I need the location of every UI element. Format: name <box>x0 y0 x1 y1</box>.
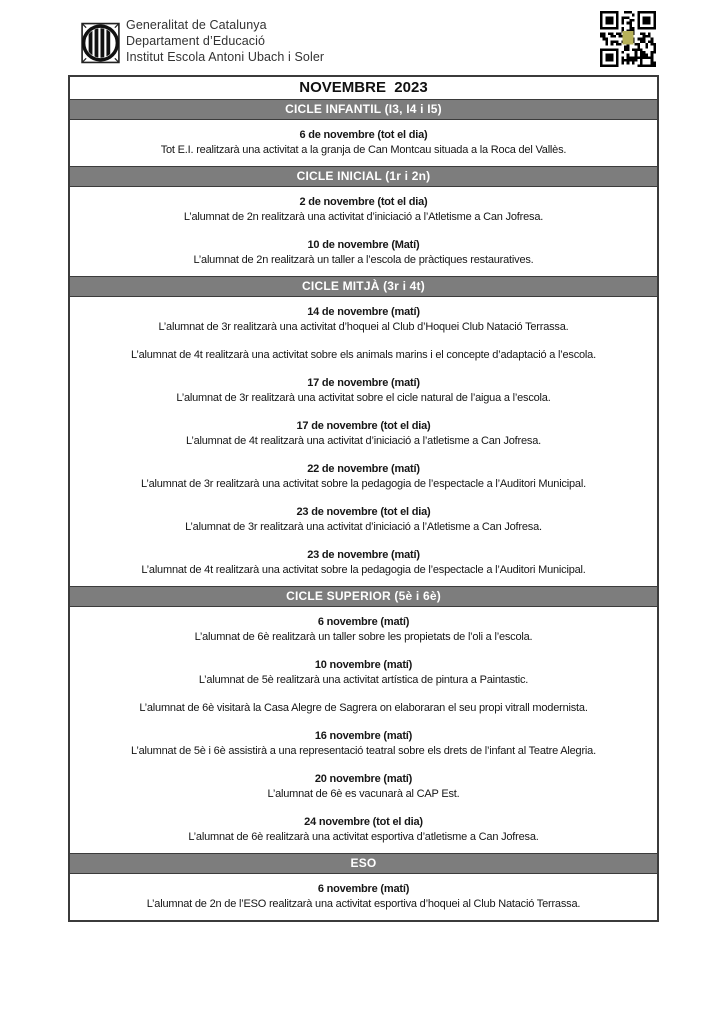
event <box>80 348 647 363</box>
event <box>80 462 647 492</box>
section-events <box>70 297 657 586</box>
org-line-2: Departament d’Educació <box>126 34 266 48</box>
event-description: L’alumnat de 6è es vacunarà al CAP Est. <box>267 788 460 800</box>
event-date: 6 novembre (matí) <box>317 616 410 628</box>
event-description: L’alumnat de 3r realitzarà una activitat d’iniciació a l’Atletisme a Can Jofresa. <box>185 521 542 533</box>
section <box>70 586 657 853</box>
event-description: L’alumnat de 4t realitzarà una activitat sobre la pedagogia de l’espectacle a l’Auditori Municipal. <box>141 564 586 576</box>
event-date: 2 de novembre (tot el dia) <box>299 196 428 208</box>
event-description: L’alumnat de 2n de l’ESO realitzarà una activitat esportiva d’hoquei al Club Natació Terrassa. <box>146 898 581 910</box>
section-heading: CICLE MITJÀ (3r i 4t) <box>70 276 657 297</box>
event-description: L’alumnat de 5è realitzarà una activitat artística de pintura a Paintastic. <box>198 674 529 686</box>
section-events <box>70 607 657 853</box>
org-line-1: Generalitat de Catalunya <box>126 18 267 32</box>
event-date: 22 de novembre (matí) <box>307 463 420 475</box>
qr-code <box>600 11 656 67</box>
section-heading: CICLE INFANTIL (I3, I4 i I5) <box>70 99 657 120</box>
event-description: L’alumnat de 6è visitarà la Casa Alegre de Sagrera on elaboraran el seu propi vitrall modernista. <box>139 702 588 714</box>
letterhead <box>0 0 725 75</box>
event-date: 16 novembre (matí) <box>314 730 413 742</box>
section-heading: ESO <box>70 853 657 874</box>
event-description: L’alumnat de 6è realitzarà una activitat esportiva d’atletisme a Can Jofresa. <box>188 831 539 843</box>
event <box>80 548 647 578</box>
event-description: L’alumnat de 4t realitzarà una activitat d’iniciació a l’atletisme a Can Jofresa. <box>186 435 541 447</box>
event-date: 17 de novembre (tot el dia) <box>296 420 431 432</box>
event <box>80 615 647 645</box>
event <box>80 305 647 335</box>
event-description: L’alumnat de 4t realitzarà una activitat sobre els animals marins i el concepte d’adaptació a l’escola. <box>131 349 596 361</box>
section-heading: CICLE INICIAL (1r i 2n) <box>70 166 657 187</box>
event <box>80 882 647 912</box>
event-description: L’alumnat de 3r realitzarà una activitat d’hoquei al Club d’Hoquei Club Natació Terrassa. <box>158 321 569 333</box>
event-date: 24 novembre (tot el dia) <box>304 816 423 828</box>
event-date: 10 de novembre (Matí) <box>307 239 420 251</box>
org-line-3: Institut Escola Antoni Ubach i Soler <box>126 50 325 64</box>
event-date: 10 novembre (matí) <box>314 659 413 671</box>
sections <box>70 99 657 920</box>
page-title: NOVEMBRE 2023 <box>299 79 428 96</box>
section <box>70 166 657 276</box>
event-date: 6 novembre (matí) <box>317 883 410 895</box>
event-description: L’alumnat de 2n realitzarà una activitat d’iniciació a l’Atletisme a Can Jofresa. <box>183 211 544 223</box>
event-date: 14 de novembre (matí) <box>307 306 420 318</box>
event <box>80 701 647 716</box>
event-description: L’alumnat de 2n realitzarà un taller a l’escola de pràctiques restauratives. <box>193 254 534 266</box>
event <box>80 772 647 802</box>
event <box>80 505 647 535</box>
section-events <box>70 874 657 920</box>
event <box>80 419 647 449</box>
event <box>80 128 647 158</box>
event <box>80 815 647 845</box>
event <box>80 658 647 688</box>
event <box>80 729 647 759</box>
event-date: 23 de novembre (matí) <box>307 549 420 561</box>
org-name-block <box>126 17 324 65</box>
event <box>80 376 647 406</box>
event-description: L’alumnat de 3r realitzarà una activitat sobre la pedagogia de l’espectacle a l’Auditori Municipal. <box>141 478 586 490</box>
event-date: 17 de novembre (matí) <box>307 377 420 389</box>
section <box>70 276 657 586</box>
event <box>80 238 647 268</box>
section-events <box>70 187 657 276</box>
section <box>70 99 657 166</box>
event-description: Tot E.I. realitzarà una activitat a la granja de Can Montcau situada a la Roca del Vallès. <box>160 144 567 156</box>
schedule-table <box>68 75 659 922</box>
section-events <box>70 120 657 166</box>
generalitat-catalunya-emblem-icon <box>78 16 123 68</box>
section <box>70 853 657 920</box>
section-heading: CICLE SUPERIOR (5è i 6è) <box>70 586 657 607</box>
event-description: L’alumnat de 5è i 6è assistirà a una representació teatral sobre els drets de l’infant al Teatre Alegria. <box>131 745 596 757</box>
event-description: L’alumnat de 6è realitzarà un taller sobre les propietats de l’oli a l’escola. <box>194 631 533 643</box>
event-date: 23 de novembre (tot el dia) <box>296 506 431 518</box>
event <box>80 195 647 225</box>
event-description: L’alumnat de 3r realitzarà una activitat sobre el cicle natural de l’aigua a l’escola. <box>176 392 551 404</box>
event-date: 20 novembre (matí) <box>314 773 413 785</box>
event-date: 6 de novembre (tot el dia) <box>299 129 428 141</box>
